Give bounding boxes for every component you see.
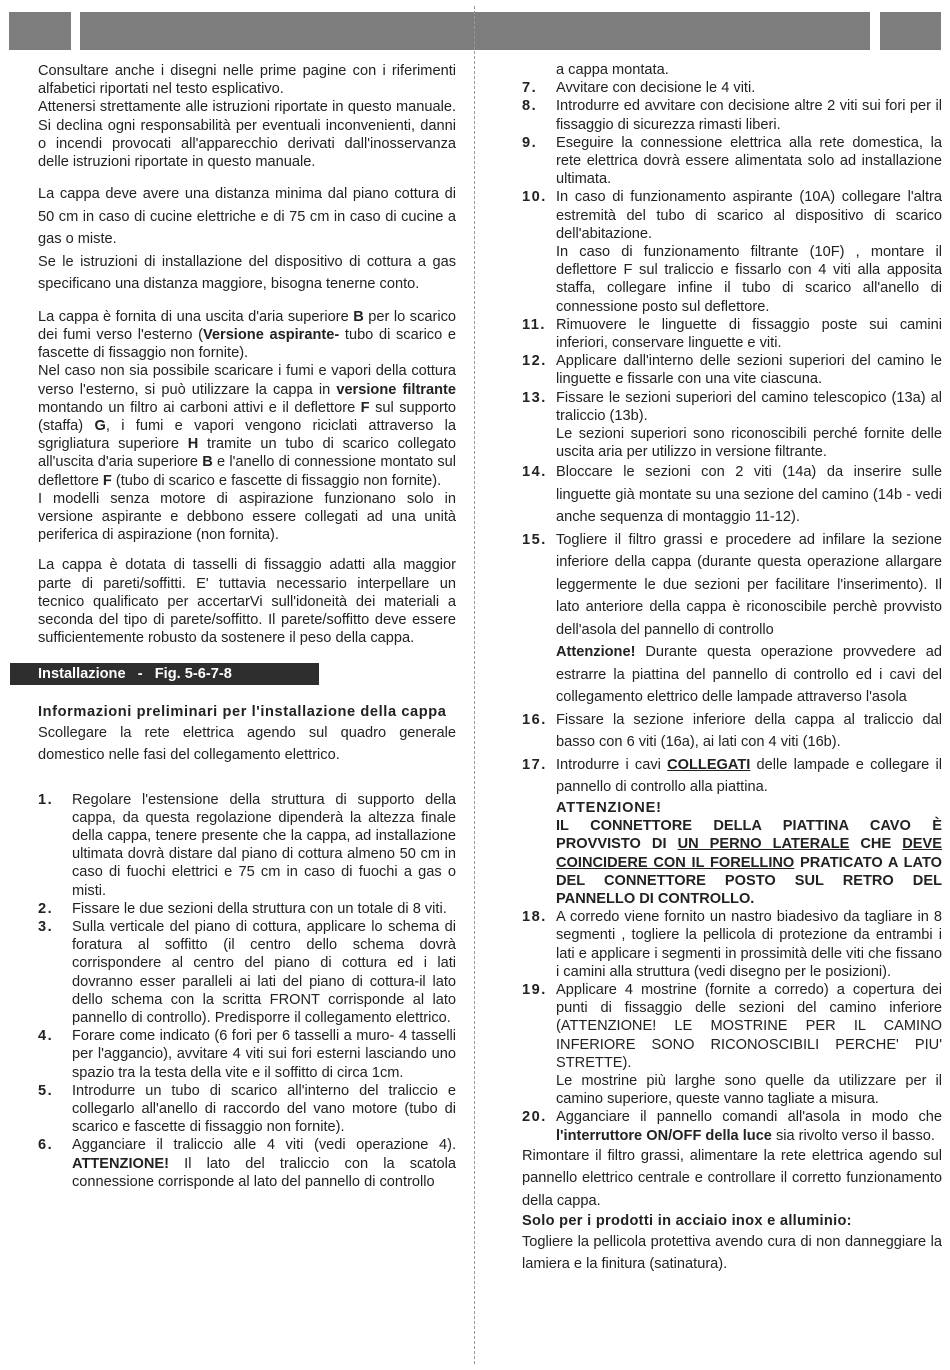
step-20: 20. Agganciare il pannello comandi all'asola in modo che l'interruttore ON/OFF della luce sia rivolto verso il basso. [522,1109,942,1144]
nomotor-paragraph: I modelli senza motore di aspirazione funzionano solo in versione aspirante e debbono essere collegati ad una unità periferica di aspirazione (non fornita). [38,490,456,544]
header-bar-right [880,12,941,50]
distance-paragraph-1: La cappa deve avere una distanza minima dal piano cottura di 50 cm in caso di cucine elettriche e di 75 cm in caso di cucine a gas o miste. [38,186,456,248]
step-19: 19. Applicare 4 mostrine (fornite a corredo) a copertura dei punti di fissaggio delle sezioni del camino inferiore (ATTENZIONE! LE MOSTRINE PER IL CAMINO INFERIORE SONO RICONOSCIBILI PERCHE' PIU' STRETTE). Le mostrine più larghe sono quelle da utilizzare per il camino superiore, queste vanno tagliate a misura. [522,982,942,1108]
section-title-installazione: Installazione - Fig. 5-6-7-8 [10,663,319,685]
step-14: 14. Bloccare le sezioni con 2 viti (14a) da inserire sulle linguette già montate su una sezione del camino (14b - vedi anche sequenza di montaggio 11-12). [522,464,942,526]
step-5: 5. Introdurre un tubo di scarico all'interno del traliccio e collegarlo all'anello di raccordo del vano motore (tubo di scarico e fascette di fissaggio non fornite). [38,1082,456,1136]
distance-block [38,183,456,296]
left-column [38,62,456,1191]
step-4: 4. Forare come indicato (6 fori per 6 tasselli a muro- 4 tasselli per l'aggancio), avvitare 4 viti sui fori esterni lasciando uno spazio tra la testa della vite e il soffitto di circa 1cm. [38,1028,456,1081]
prelim-text: Scollegare la rete elettrica agendo sul quadro generale domestico nelle fasi del collegamento elettrico. [38,724,456,764]
step-11: 11. Rimuovere le linguette di fissaggio poste sui camini inferiori, conservare linguette e viti. [522,316,942,352]
step-17-attention: ATTENZIONE! [556,799,662,816]
step-3: 3. Sulla verticale del piano di cottura, applicare lo schema di foratura al soffitto (il centro dello schema dovrà corrispondere al centro del piano di cottura ed i lati dovranno esser paralleli ai lati del piano di cottura-il lato dello schema con la scritta FRONT corrisponde al lato pannello di controllo). Predisporre il collegamento elettrico. [38,919,456,1027]
step-7: 7. Avvitare con decisione le 4 viti. [522,80,756,97]
intro-paragraph-1: Consultare anche i disegni nelle prime pagine con i riferimenti alfabetici riportati nel testo esplicativo. [38,63,456,98]
filter-paragraph: Nel caso non sia possibile scaricare i fumi e vapori della cottura verso l'esterno, si può utilizzare la cappa in versione filtrante montando un filtro ai carboni attivi e il deflettore F sul supporto (staffa) G, i fumi e vapori vengono riciclati attraverso la sgrigliatura superiore H tramite un tubo di scarico collegato all'uscita d'aria superiore B e l'anello di connessione montato sul deflettore F (tubo di scarico e fascette di fissaggio non fornite). [38,363,456,489]
distance-paragraph-2: Se le istruzioni di installazione del dispositivo di cottura a gas specificano una distanza maggiore, bisogna tenerne conto. [38,253,456,293]
step-8: 8. Introdurre ed avvitare con decisione altre 2 viti sui fori per il fissaggio di sicurezza rimasti liberi. [522,98,942,133]
plugs-paragraph: La cappa è dotata di tasselli di fissaggio adatti alla maggior parte di pareti/soffitti. E' tuttavia necessario interpellare un tecnico qualificato per accertarVi sull'idoneità dei materiali a seconda del tipo di parete/soffitto. Il parete/soffitto deve essere sufficientemente robusto da sostenere il peso della cappa. [38,557,456,647]
right-column [522,61,942,1276]
step-12: 12. Applicare dall'interno delle sezioni superiori del camino le linguette e fissarle con una vite ciascuna. [522,353,942,388]
column-divider [474,6,475,1364]
step-2: 2. Fissare le due sezioni della struttura con un totale di 8 viti. [38,900,447,917]
final-paragraph: Rimontare il filtro grassi, alimentare la rete elettrica agendo sul pannello elettrico centrale e controllare il corretto funzionamento della cappa. [522,1147,942,1209]
step-13: 13. Fissare le sezioni superiori del camino telescopico (13a) al traliccio (13b). Le sezioni superiori sono riconoscibili perché fornite delle uscita aria per utilizzo in versione filtrante. [522,389,942,461]
step-15: 15. Togliere il filtro grassi e procedere ad infilare la sezione inferiore della cappa (durante questa operazione allargare leggermente le due sezioni per facilitare l'inserimento). Il lato anteriore della cappa è riconoscibile perchè provvisto dell'asola del pannello di controllo Attenzione! Durante questa operazione provvedere ad estrarre la piattina del pannello di controllo ed i cavi del collegamento elettrico delle lampade attraverso l'asola [522,531,942,706]
header-bar-center [80,12,870,50]
intro-paragraph-2: Attenersi strettamente alle istruzioni riportate in questo manuale. Si declina ogni responsabilità per eventuali inconvenienti, danni o incendi provocati all'apparecchio derivati dall'inosservanza delle istruzioni riportate in questo manuale. [38,99,456,171]
step-17-warning: IL CONNETTORE DELLA PIATTINA CAVO È PROVVISTO DI UN PERNO LATERALE CHE DEVE COINCIDERE CON IL FORELLINO PRATICATO A LATO DEL CONNETTORE POSTO SUL RETRO DEL PANNELLO DI CONTROLLO. [556,818,942,907]
header-bar-left [9,12,71,50]
step-17: 17. Introdurre i cavi COLLEGATI delle lampade e collegare il pannello di controllo alla piattina. [522,756,942,796]
inox-text: Togliere la pellicola protettiva avendo cura di non danneggiare la lamiera e la finitura (satinatura). [522,1233,942,1273]
step-10: 10. In caso di funzionamento aspirante (10A) collegare l'altra estremità del tubo di scarico al dispositivo di scarico dell'abitazione. In caso di funzionamento filtrante (10F) , montare il deflettore F sul traliccio e fissarlo con 4 viti alla apposita staffa, collegare infine il tubo di scarico all'anello di connessione posto sul deflettore. [522,189,942,315]
step-16: 16. Fissare la sezione inferiore della cappa al traliccio dal basso con 6 viti (16a), ai lati con 4 viti (16b). [522,711,942,751]
step-1: 1. Regolare l'estensione della struttura di supporto della cappa, da questa regolazione dipenderà la altezza finale della cappa, tenere presente che la cappa, ad installazione ultimata dovrà distare dal piano di cottura almeno 50 cm in caso di fuochi elettrici e 75 cm in caso di fuochi a gas o misti. [38,791,456,899]
step-18: 18. A corredo viene fornito un nastro biadesivo da tagliare in 8 segmenti , togliere la pellicola di protezione da entrambi i lati e applicare i segmenti in prossimità delle viti che fissano i camini alla struttura (vedi disegno per le posizioni). [522,909,942,980]
steps-list-left [38,791,456,1191]
step-6-continued: a cappa montata. [556,62,669,78]
inox-title: Solo per i prodotti in acciaio inox e alluminio: [522,1213,852,1230]
prelim-title: Informazioni preliminari per l'installazione della cappa [38,704,447,721]
step-9: 9. Eseguire la connessione elettrica alla rete domestica, la rete elettrica dovrà essere alimentata solo ad installazione ultimata. [522,134,942,188]
step-6: 6. Agganciare il traliccio alle 4 viti (vedi operazione 4). ATTENZIONE! Il lato del traliccio con la scatola connessione corrisponde al lato del pannello di controllo [38,1137,456,1190]
outlet-paragraph: La cappa è fornita di una uscita d'aria superiore B per lo scarico dei fumi verso l'esterno (Versione aspirante- tubo di scarico e fascette di fissaggio non fornite). [38,308,457,362]
